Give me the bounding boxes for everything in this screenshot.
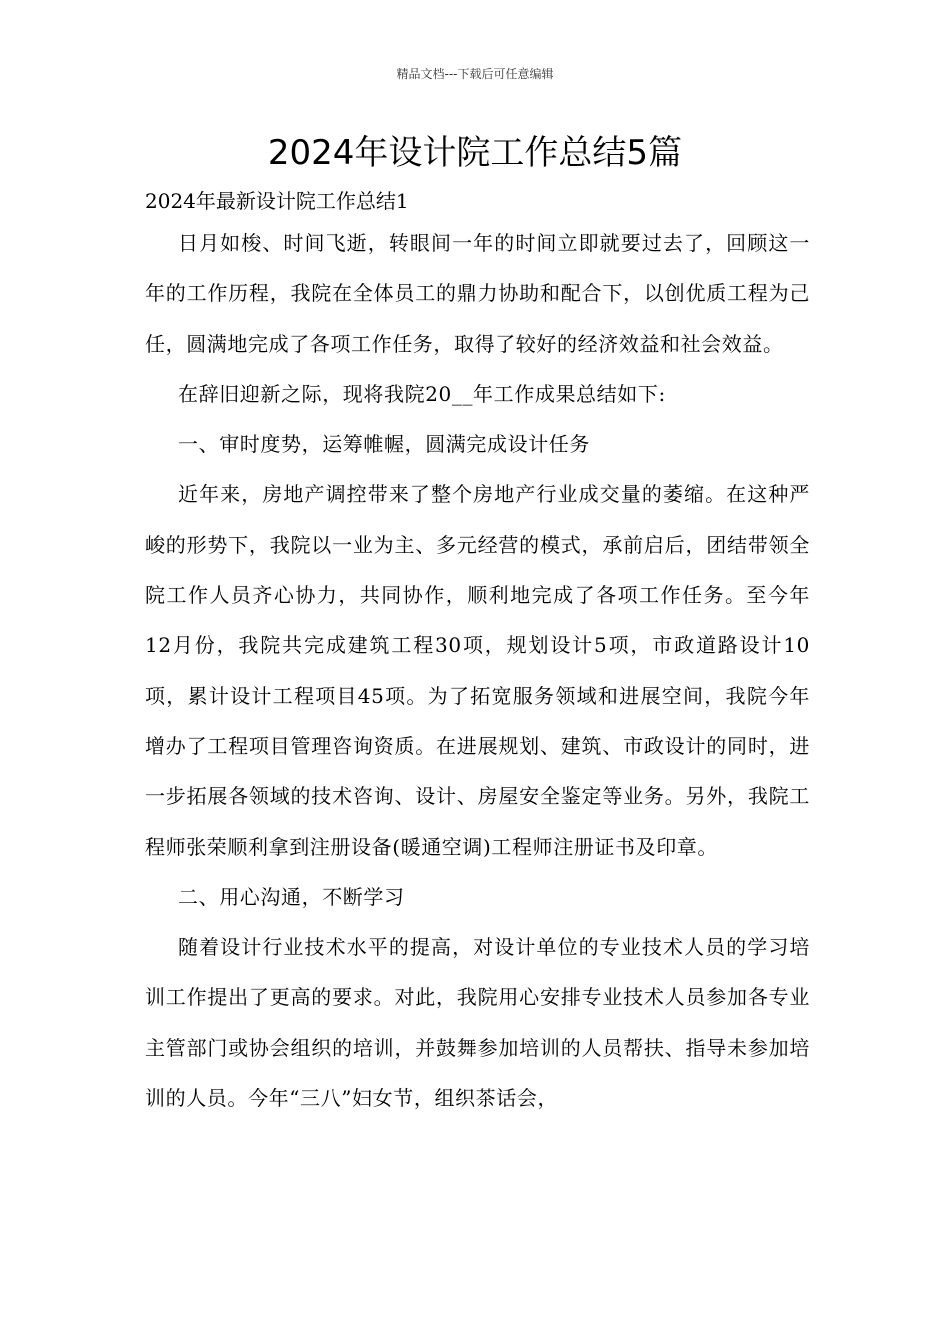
paragraph-summary-lead: 在辞旧迎新之际，现将我院20__年工作成果总结如下: [178, 381, 666, 406]
document-body [145, 184, 810, 1123]
paragraph-learning: 随着设计行业技术水平的提高，对设计单位的专业技术人员的学习培训工作提出了更高的要求。对此，我院用心安排专业技术人员参加各专业主管部门或协会组织的培训，并鼓舞参加培训的人员帮扶、指导未参加培训的人员。今年“三八”妇女节，组织茶话会， [145, 935, 810, 1111]
header-note: 精品文档---下载后可任意编辑 [396, 67, 554, 81]
document-title: 2024年设计院工作总结5篇 [267, 133, 683, 173]
paragraph-intro: 日月如梭、时间飞逝，转眼间一年的时间立即就要过去了，回顾这一年的工作历程，我院在全体员工的鼎力协助和配合下，以创优质工程为己任，圆满地完成了各项工作任务，取得了较好的经济效益和社会效益。 [145, 231, 810, 356]
section-heading-2: 二、用心沟通，不断学习 [178, 884, 405, 909]
section-heading-1: 一、审时度势，运筹帷幄，圆满完成设计任务 [178, 432, 590, 457]
paragraph-design-tasks: 近年来，房地产调控带来了整个房地产行业成交量的萎缩。在这种严峻的形势下，我院以一业为主、多元经营的模式，承前启后，团结带领全院工作人员齐心协力，共同协作，顺利地完成了各项工作任务。至今年12月份，我院共完成建筑工程30项，规划设计5项，市政道路设计10项，累计设计工程项目45项。为了拓宽服务领域和进展空间，我院今年增办了工程项目管理咨询资质。在进展规划、建筑、市政设计的同时，进一步拓展各领域的技术咨询、设计、房屋安全鉴定等业务。另外，我院工程师张荣顺利拿到注册设备(暖通空调)工程师注册证书及印章。 [145, 482, 810, 859]
section-subtitle: 2024年最新设计院工作总结1 [145, 189, 409, 213]
